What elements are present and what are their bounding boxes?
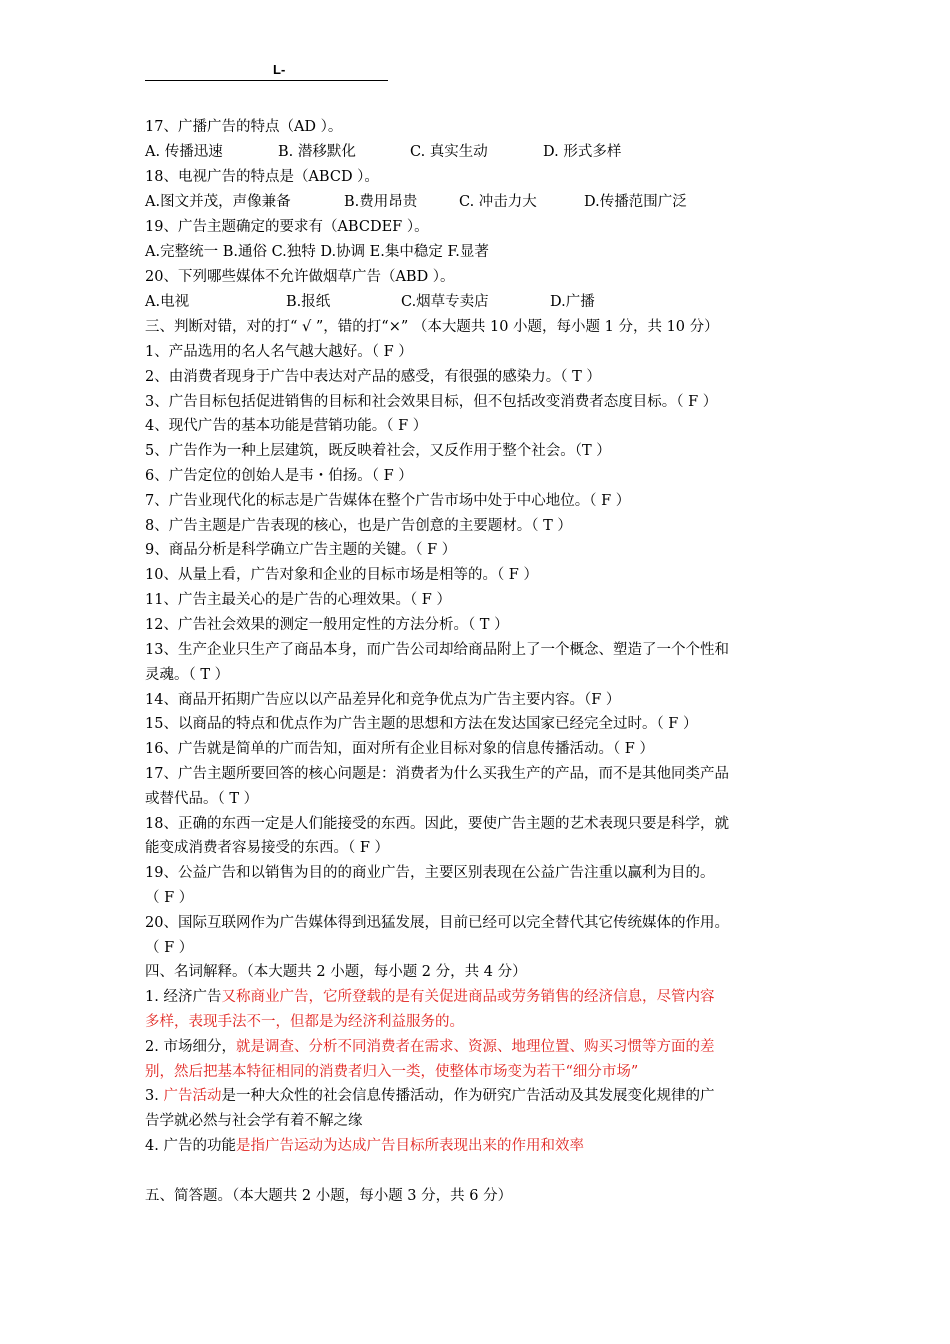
tf-item-9: 9、商品分析是科学确立广告主题的关键。（ F ） (145, 542, 457, 558)
tf-item-13-line1: 13、生产企业只生产了商品本身，而广告公司却给商品附上了一个概念、塑造了一个个性和 (145, 642, 729, 658)
q17-option-d: D. 形式多样 (543, 144, 622, 160)
tf-item-1: 1、产品选用的名人名气越大越好。（ F ） (145, 344, 413, 360)
tf-item-15: 15、以商品的特点和优点作为广告主题的思想和方法在发达国家已经完全过时。（ F ） (145, 716, 698, 732)
definition-3-line1 (145, 1084, 811, 1109)
tf-item-5: 5、广告作为一种上层建筑，既反映着社会，又反作用于整个社会。（T ） (145, 443, 611, 459)
q18-option-d: D.传播范围广泛 (584, 194, 687, 210)
tf-item-18-line1: 18、正确的东西一定是人们能接受的东西。因此，要使广告主题的艺术表现只要是科学，就 (145, 816, 729, 832)
tf-item-17-line2: 或替代品。（ T ） (145, 791, 259, 807)
tf-item-7: 7、广告业现代化的标志是广告媒体在整个广告市场中处于中心地位。（ F ） (145, 493, 631, 509)
tf-item-11: 11、广告主最关心的是广告的心理效果。（ F ） (145, 592, 451, 608)
definition-1-text: 又称商业广告，它所登载的是有关促进商品或劳务销售的经济信息，尽管内容 (221, 989, 715, 1005)
definition-1-line2: 多样，表现手法不一，但都是为经济利益服务的。 (145, 1014, 464, 1030)
tf-item-16: 16、广告就是简单的广而告知，面对所有企业目标对象的信息传播活动。（ F ） (145, 741, 654, 757)
tf-item-19-line2: （ F ） (145, 890, 194, 906)
tf-item-20-line2: （ F ） (145, 940, 194, 956)
definition-2-line2: 别，然后把基本特征相同的消费者归入一类，使整体市场变为若干“细分市场” (145, 1064, 639, 1080)
tf-item-2: 2、由消费者现身于广告中表达对产品的感受，有很强的感染力。（ T ） (145, 369, 601, 385)
q18-option-b: B.费用昂贵 (344, 194, 418, 210)
tf-item-13-line2: 灵魂。（ T ） (145, 667, 230, 683)
q20-option-a: A.电视 (145, 294, 190, 310)
q20-option-d: D.广播 (550, 294, 595, 310)
q20-option-b: B.报纸 (286, 294, 331, 310)
definition-4-text: 是指广告运动为达成广告目标所表现出来的作用和效率 (235, 1138, 584, 1154)
tf-item-12: 12、广告社会效果的测定一般用定性的方法分析。（ T ） (145, 617, 509, 633)
tf-item-10: 10、从量上看，广告对象和企业的目标市场是相等的。（ F ） (145, 567, 538, 583)
tf-item-19-line1: 19、公益广告和以销售为目的的商业广告，主要区别表现在公益广告注重以赢利为目的。 (145, 865, 715, 881)
tf-item-17-line1: 17、广告主题所要回答的核心问题是：消费者为什么买我生产的产品，而不是其他同类产品 (145, 766, 729, 782)
q17-option-b: B. 潜移默化 (278, 144, 356, 160)
section3-title: 三、判断对错，对的打“ √ ”，错的打“×” （本大题共 10 小题，每小题 1 分，共 10 分） (145, 319, 719, 335)
tf-item-4: 4、现代广告的基本功能是营销功能。（ F ） (145, 418, 428, 434)
tf-item-3: 3、广告目标包括促进销售的目标和社会效果目标，但不包括改变消费者态度目标。（ F ） (145, 394, 718, 410)
definition-4-line1 (145, 1134, 811, 1159)
definition-1-line1 (145, 985, 811, 1010)
tf-item-18-line2: 能变成消费者容易接受的东西。（ F ） (145, 840, 390, 856)
definition-2-line1 (145, 1035, 811, 1060)
q19-options: A.完整统一 B.通俗 C.独特 D.协调 E.集中稳定 F.显著 (145, 244, 489, 260)
definition-3-text: 是一种大众性的社会信息传播活动，作为研究广告活动及其发展变化规律的广 (221, 1088, 715, 1104)
q18-option-c: C. 冲击力大 (459, 194, 537, 210)
q20-stem: 20、下列哪些媒体不允许做烟草广告（ABD ）。 (145, 269, 455, 285)
definition-3-term: 广告活动 (163, 1088, 222, 1104)
header-mark: L- (273, 62, 286, 77)
tf-item-6: 6、广告定位的创始人是韦・伯扬。（ F ） (145, 468, 413, 484)
q17-stem: 17、广播广告的特点（AD ）。 (145, 119, 343, 135)
q18-stem: 18、电视广告的特点是（ABCD ）。 (145, 169, 379, 185)
section4-title: 四、名词解释。（本大题共 2 小题，每小题 2 分，共 4 分） (145, 964, 527, 980)
definition-4-term: 4. 广告的功能 (145, 1138, 236, 1154)
header-rule (145, 62, 388, 81)
section5-title: 五、简答题。（本大题共 2 小题，每小题 3 分，共 6 分） (145, 1188, 513, 1204)
definition-3-number: 3. (145, 1088, 164, 1104)
q17-option-c: C. 真实生动 (410, 144, 488, 160)
q17-option-a: A. 传播迅速 (145, 144, 223, 160)
definition-1-term: 1. 经济广告 (145, 989, 222, 1005)
tf-item-8: 8、广告主题是广告表现的核心，也是广告创意的主要题材。（ T ） (145, 518, 572, 534)
definition-3-line2: 告学就必然与社会学有着不解之缘 (145, 1113, 363, 1129)
definition-2-term: 2. 市场细分， (145, 1039, 236, 1055)
tf-item-20-line1: 20、国际互联网作为广告媒体得到迅猛发展，目前已经可以完全替代其它传统媒体的作用。 (145, 915, 729, 931)
q18-option-a: A.图文并茂，声像兼备 (145, 194, 291, 210)
q20-option-c: C.烟草专卖店 (401, 294, 489, 310)
tf-item-14: 14、商品开拓期广告应以以产品差异化和竞争优点为广告主要内容。（F ） (145, 692, 621, 708)
definition-2-text: 就是调查、分析不同消费者在需求、资源、地理位置、购买习惯等方面的差 (235, 1039, 715, 1055)
q19-stem: 19、广告主题确定的要求有（ABCDEF ）。 (145, 219, 429, 235)
